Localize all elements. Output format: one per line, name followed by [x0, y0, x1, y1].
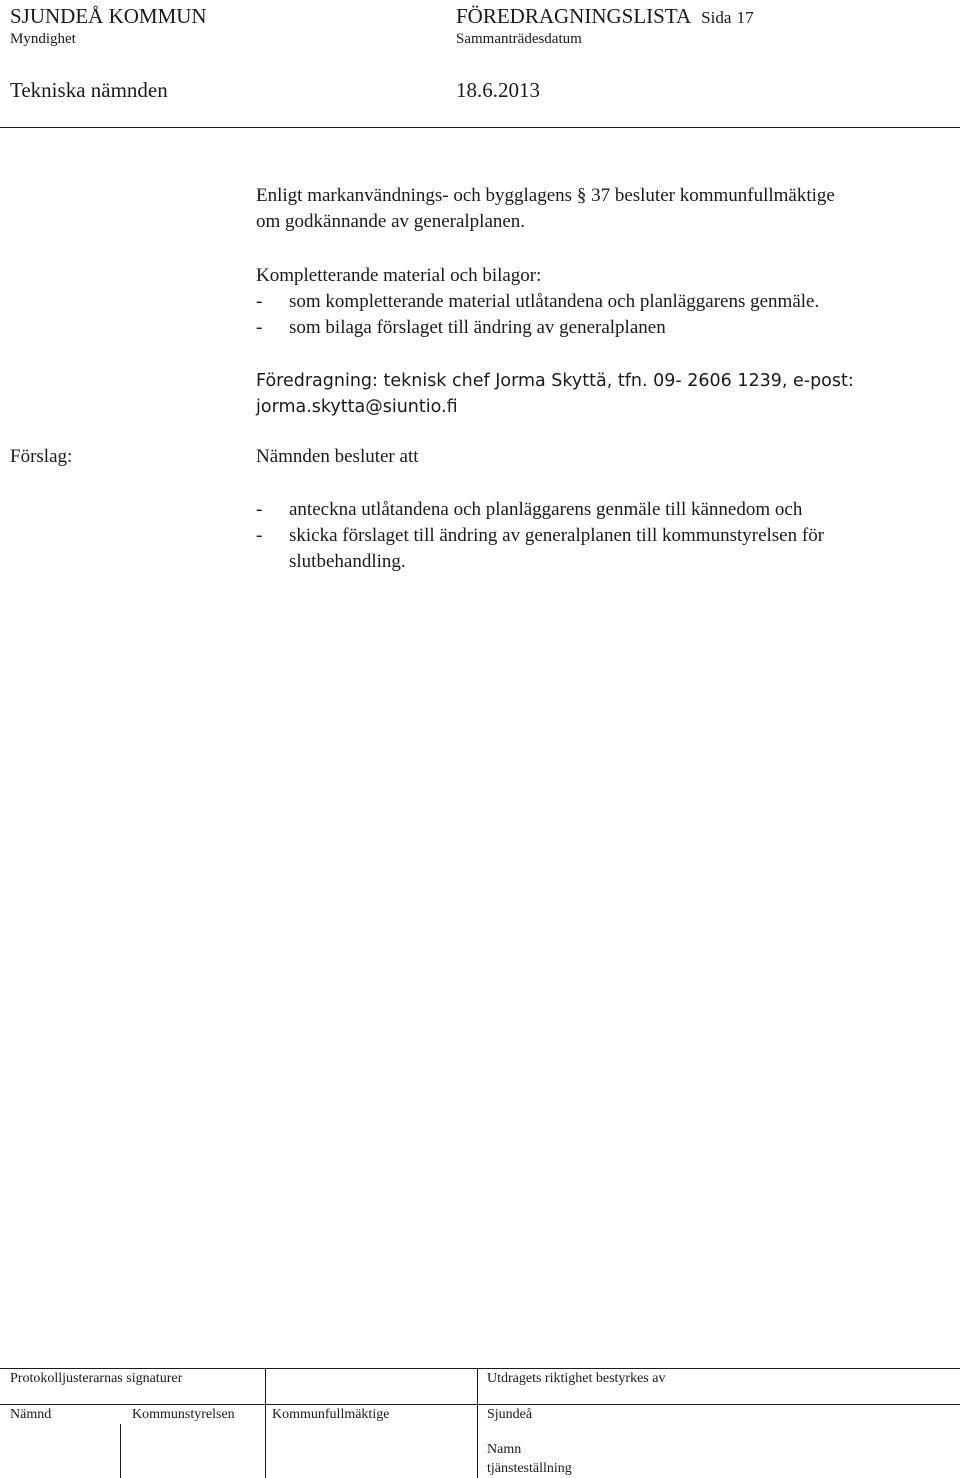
footer-row-rule	[0, 1404, 960, 1405]
list-item-text: som bilaga förslaget till ändring av generalplanen	[289, 317, 666, 338]
page-number: 17	[736, 8, 754, 27]
list-dash: -	[256, 499, 263, 520]
authority-label: Myndighet	[10, 31, 76, 47]
list-dash: -	[256, 317, 263, 338]
list-item-continuation: slutbehandling.	[289, 551, 406, 572]
list-item-text: anteckna utlåtandena och planläggarens genmäle till kännedom och	[289, 499, 803, 520]
council-column-label: Kommunfullmäktige	[272, 1407, 390, 1422]
page-label: Sida	[701, 8, 732, 27]
attachments-section	[256, 263, 956, 341]
decision-intro: Nämnden besluter att	[256, 446, 419, 467]
document-type: FÖREDRAGNINGSLISTA	[456, 4, 692, 28]
paragraph-line: om godkännande av generalplanen.	[256, 211, 526, 232]
signature-footer	[0, 1368, 960, 1478]
list-item	[256, 523, 956, 549]
position-label: tjänsteställning	[487, 1461, 572, 1476]
list-item	[256, 497, 956, 523]
footer-cell-divider	[120, 1424, 121, 1478]
meeting-date: 18.6.2013	[456, 78, 540, 102]
footer-column-divider	[265, 1368, 266, 1478]
signatures-label: Protokolljusterarnas signaturer	[10, 1371, 183, 1386]
name-label: Namn	[487, 1442, 522, 1457]
proposal-label: Förslag:	[10, 446, 73, 467]
list-item-text: skicka förslaget till ändring av generalplanen till kommunstyrelsen för	[289, 525, 825, 546]
presenter-info	[256, 368, 956, 420]
committee-column-label: Nämnd	[10, 1407, 52, 1422]
place-label: Sjundeå	[487, 1407, 533, 1422]
list-dash: -	[256, 525, 263, 546]
footer-top-rule	[0, 1368, 960, 1369]
meeting-date-label: Sammanträdesdatum	[456, 31, 582, 47]
list-item	[256, 289, 956, 315]
header-divider	[0, 127, 960, 128]
legal-basis-paragraph	[256, 183, 956, 235]
decision-list	[256, 497, 956, 575]
document-type-header	[456, 4, 754, 29]
list-dash: -	[256, 291, 263, 312]
board-column-label: Kommunstyrelsen	[132, 1407, 235, 1422]
committee-name: Tekniska nämnden	[10, 78, 168, 102]
footer-column-divider	[477, 1368, 478, 1478]
paragraph-line: Enligt markanvändnings- och bygglagens § 37 besluter kommunfullmäktige	[256, 185, 835, 206]
certified-label: Utdragets riktighet bestyrkes av	[487, 1371, 666, 1386]
list-item-text: som kompletterande material utlåtandena och planläggarens genmäle.	[289, 291, 820, 312]
attachments-heading: Kompletterande material och bilagor:	[256, 265, 542, 286]
presenter-email: jorma.skytta@siuntio.fi	[256, 397, 458, 417]
municipality-name: SJUNDEÅ KOMMUN	[10, 4, 207, 28]
list-item	[256, 315, 956, 341]
presenter-line: Föredragning: teknisk chef Jorma Skyttä, tfn. 09- 2606 1239, e-post:	[256, 371, 854, 391]
